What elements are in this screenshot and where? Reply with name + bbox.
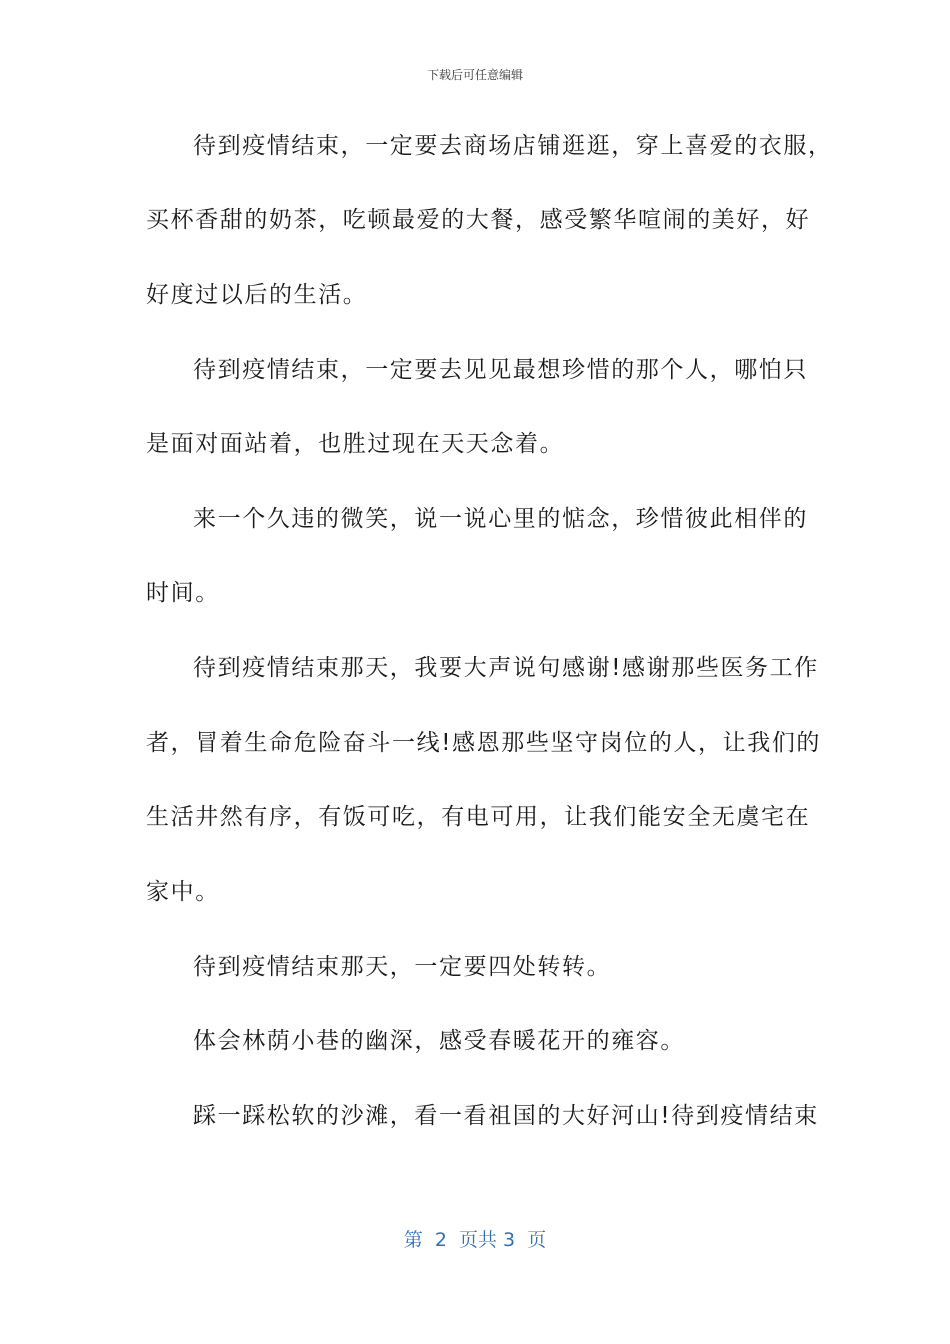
text-line: 待到疫情结束，一定要去商场店铺逛逛，穿上喜爱的衣服， [193,133,833,159]
text-line: 是面对面站着，也胜过现在天天念着。 [146,431,565,457]
text-line: 待到疫情结束那天，一定要四处转转。 [193,954,612,980]
text-line: 好度过以后的生活。 [146,282,368,308]
text-line: 时间。 [146,580,220,606]
text-line: 踩一踩松软的沙滩，看一看祖国的大好河山!待到疫情结束 [193,1103,819,1129]
text-line: 生活井然有序，有饭可吃，有电可用，让我们能安全无虞宅在 [146,804,811,830]
text-line: 体会林荫小巷的幽深，感受春暖花开的雍容。 [193,1028,685,1054]
text-line: 待到疫情结束那天，我要大声说句感谢!感谢那些医务工作 [193,655,819,681]
page-header: 下载后可任意编辑 [426,68,523,82]
text-line: 买杯香甜的奶茶，吃顿最爱的大餐，感受繁华喧闹的美好，好 [146,207,811,233]
text-line: 来一个久违的微笑，说一说心里的惦念，珍惜彼此相伴的 [193,506,808,532]
text-line: 者，冒着生命危险奋斗一线!感恩那些坚守岗位的人，让我们的 [146,730,822,756]
text-line: 待到疫情结束，一定要去见见最想珍惜的那个人，哪怕只 [193,357,808,383]
text-line: 家中。 [146,879,220,905]
page-number-footer: 第 2 页共 3 页 [403,1229,547,1251]
